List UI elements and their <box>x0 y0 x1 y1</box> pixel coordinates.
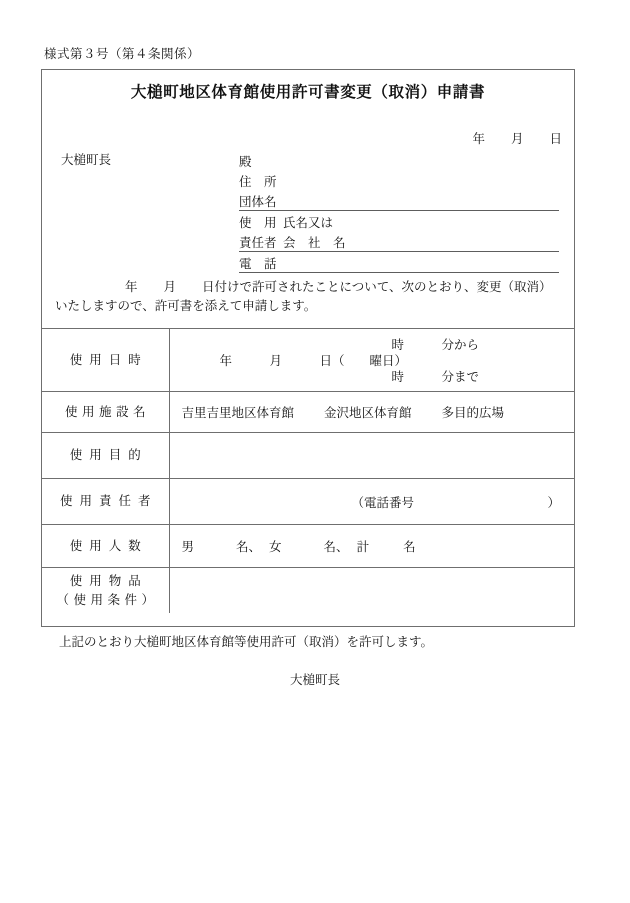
manager-phone-close-label: ） <box>547 495 560 510</box>
form-frame <box>41 69 575 627</box>
total-label: 計 <box>356 540 370 554</box>
application-details-table <box>42 328 574 613</box>
date-month-label: 月 <box>510 132 524 146</box>
honorific-label: 殿 <box>239 155 252 169</box>
body-month-label: 月 <box>163 280 177 294</box>
row-value-people[interactable] <box>169 525 574 568</box>
name-or-company-label-line2: 会 社 名 <box>283 236 346 250</box>
goods-input[interactable] <box>169 568 574 614</box>
body-year-label: 年 <box>125 280 138 294</box>
manager-phone-field[interactable] <box>352 493 561 511</box>
table-row-people <box>42 525 574 568</box>
row-label-goods: 使用物品 （使用条件） <box>42 568 169 614</box>
usage-time-fields[interactable] <box>392 329 480 391</box>
approval-signature: 大槌町長 <box>289 673 340 687</box>
organization-label: 団体名 <box>239 195 277 209</box>
body-sentence-line2: いたしますので、許可書を添えて申請します。 <box>55 299 317 313</box>
applicant-phone-row[interactable] <box>239 252 559 273</box>
facility-options[interactable] <box>170 403 575 421</box>
male-label: 男 <box>181 540 195 554</box>
female-unit: 名、 <box>323 540 349 554</box>
time-to-field[interactable]: 時 分まで <box>391 370 480 384</box>
people-count-fields[interactable] <box>170 537 575 555</box>
responsible-label-line1: 使 用 <box>239 216 277 230</box>
applicant-block <box>239 150 559 273</box>
phone-label: 電 話 <box>239 257 277 271</box>
row-value-facility[interactable] <box>169 392 574 433</box>
name-or-company-label-line1: 氏名又は <box>283 216 334 230</box>
row-label-facility: 使用施設名 <box>42 392 169 433</box>
facility-option-2[interactable]: 多目的広場 <box>441 406 505 420</box>
time-from-field[interactable]: 時 分から <box>391 338 480 352</box>
date-year-label: 年 <box>472 132 485 146</box>
male-unit: 名、 <box>236 540 262 554</box>
table-row-purpose <box>42 433 574 479</box>
row-value-datetime[interactable] <box>169 329 574 392</box>
responsible-label-line2: 責任者 <box>239 236 277 250</box>
row-value-manager[interactable] <box>169 479 574 525</box>
page-title: 大槌町地区体育館使用許可書変更（取消）申請書 <box>130 84 486 101</box>
applicant-honorific-row <box>239 150 559 170</box>
addressee-name: 大槌町長 <box>61 153 112 167</box>
body-statement <box>55 278 565 316</box>
row-label-manager: 使用責任者 <box>42 479 169 525</box>
submission-date-line <box>472 129 562 147</box>
applicant-organization-row[interactable] <box>239 190 559 211</box>
table-row-datetime <box>42 329 574 392</box>
address-label: 住 所 <box>239 175 277 189</box>
facility-option-0[interactable]: 吉里吉里地区体育館 <box>181 406 295 420</box>
total-unit: 名 <box>403 540 416 554</box>
approval-note: 上記のとおり大槌町地区体育館等使用許可（取消）を許可します。 <box>59 635 434 649</box>
row-label-purpose: 使用目的 <box>42 433 169 479</box>
form-number: 様式第３号（第４条関係） <box>44 47 201 61</box>
row-label-datetime: 使用日時 <box>42 329 169 392</box>
table-row-goods <box>42 568 574 614</box>
usage-date-field[interactable]: 年 月 日（ 曜日） <box>219 354 408 368</box>
body-sentence-rest: 日付けで許可されたことについて、次のとおり、変更（取消） <box>202 280 552 294</box>
applicant-address-row <box>239 170 559 190</box>
facility-option-1[interactable]: 金沢地区体育館 <box>324 406 412 420</box>
applicant-responsible-row-2[interactable] <box>239 231 559 252</box>
female-label: 女 <box>269 540 282 554</box>
table-row-manager <box>42 479 574 525</box>
applicant-responsible-row-1 <box>239 211 559 231</box>
row-label-people: 使用人数 <box>42 525 169 568</box>
manager-phone-open-label: （電話番号 <box>351 495 415 510</box>
table-row-facility <box>42 392 574 433</box>
date-day-label: 日 <box>549 132 562 146</box>
purpose-input[interactable] <box>169 433 574 479</box>
